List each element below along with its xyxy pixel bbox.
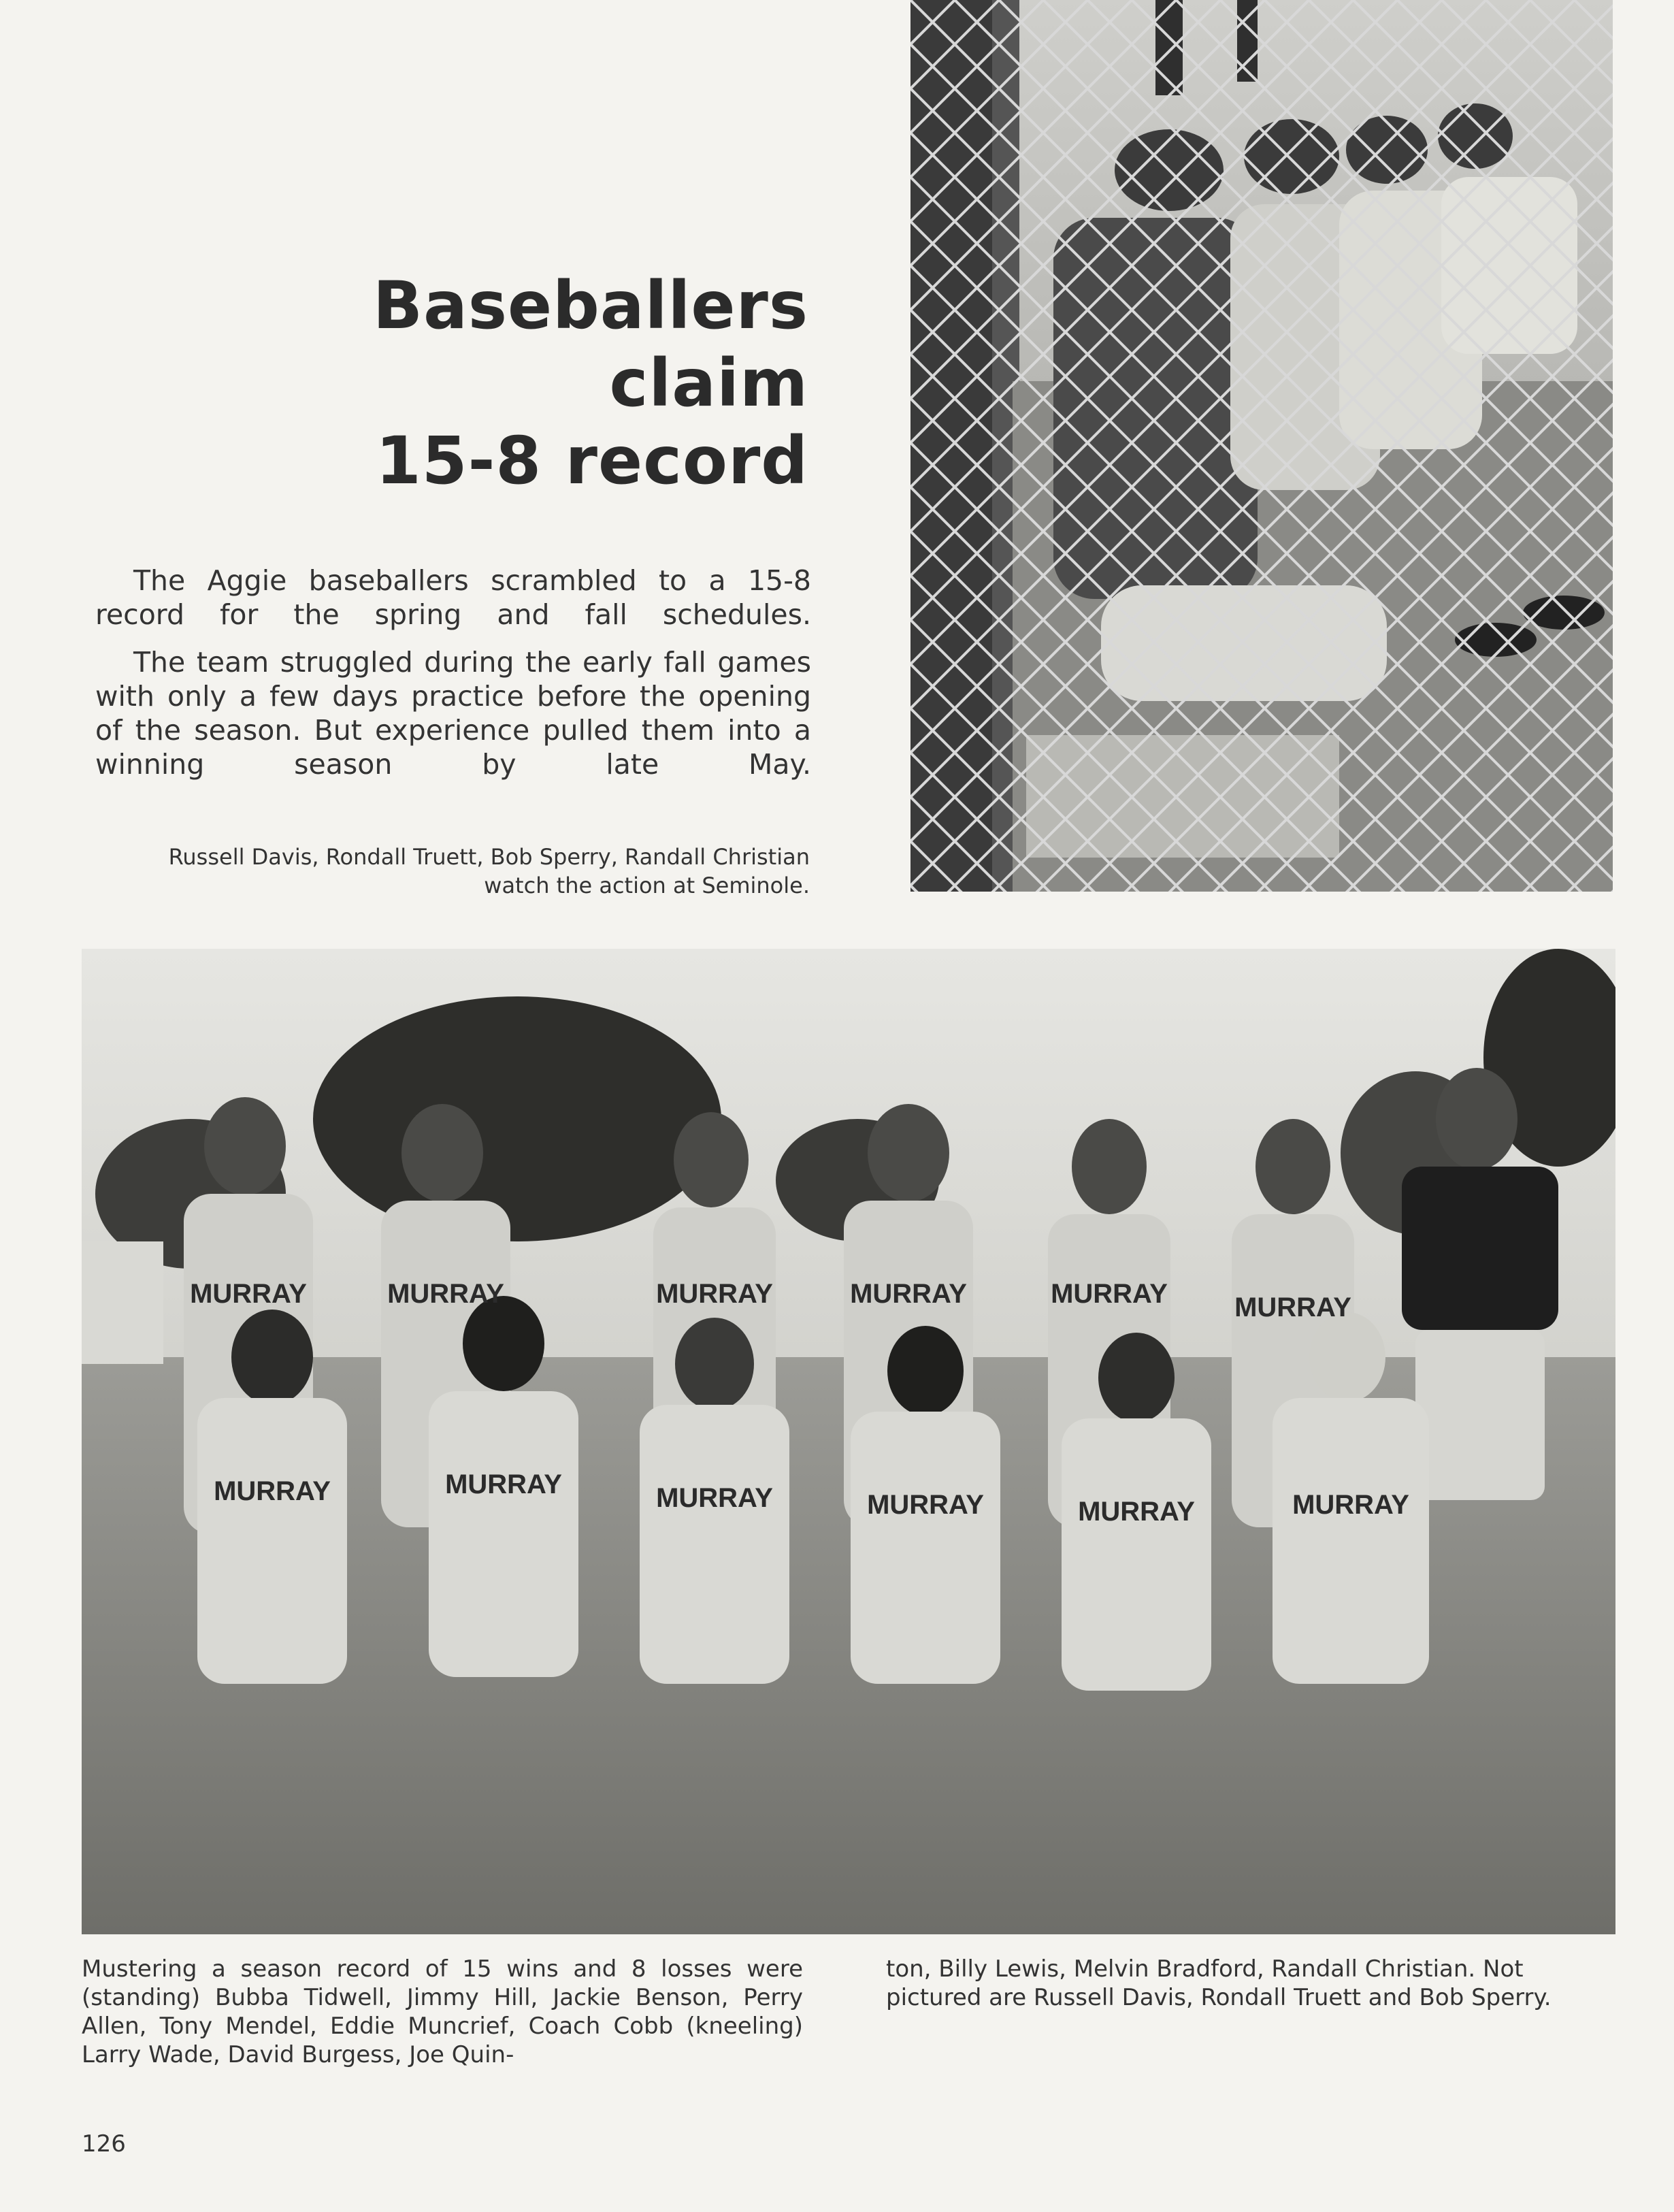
jersey-text: MURRAY (190, 1279, 307, 1309)
jersey-text: MURRAY (1078, 1497, 1195, 1527)
headline-line-2: claim (609, 345, 808, 421)
article-paragraph-1: The Aggie baseballers scrambled to a 15-8 record for the spring and fall schedules. (95, 564, 811, 631)
jersey-text: MURRAY (387, 1279, 504, 1309)
team-photo-caption-left: Mustering a season record of 15 wins and 8 losses were (standing) Bubba Tidwell, Jimmy Hill, Jackie Benson, Perry Allen, Tony Mendel, Eddie Muncrief, Coach Cobb (kneeling) Larry Wade, David Burgess, Joe Quin- (82, 1955, 803, 2068)
dugout-photo-image (910, 0, 1613, 892)
jersey-text: MURRAY (445, 1469, 562, 1499)
article-paragraph-2: The team struggled during the early fall games with only a few days practice before the opening of the season. But experience pulled them into a winning season by late May. (95, 646, 811, 781)
article-body (95, 564, 811, 795)
dugout-photo (910, 0, 1613, 892)
team-photo-caption-right: ton, Billy Lewis, Melvin Bradford, Randall Christian. Not pictured are Russell Davis, Rondall Truett and Bob Sperry. (886, 1955, 1552, 2011)
jersey-text: MURRAY (867, 1490, 984, 1520)
page-number: 126 (82, 2130, 126, 2158)
jersey-text: MURRAY (656, 1279, 773, 1309)
jersey-text: MURRAY (214, 1476, 331, 1506)
jersey-text: MURRAY (1051, 1279, 1168, 1309)
jersey-text: MURRAY (656, 1483, 773, 1513)
jersey-text: MURRAY (1234, 1292, 1351, 1322)
jersey-text: MURRAY (1292, 1490, 1409, 1520)
team-photo (82, 949, 1615, 1934)
jersey-text: MURRAY (850, 1279, 967, 1309)
dugout-photo-caption: Russell Davis, Rondall Truett, Bob Sperry, Randall Christian watch the action at Seminole. (168, 844, 810, 898)
headline-line-1: Baseballers (372, 267, 808, 344)
article-headline (204, 267, 808, 500)
headline-line-3: 15-8 record (375, 423, 808, 499)
team-photo-image (82, 949, 1615, 1934)
